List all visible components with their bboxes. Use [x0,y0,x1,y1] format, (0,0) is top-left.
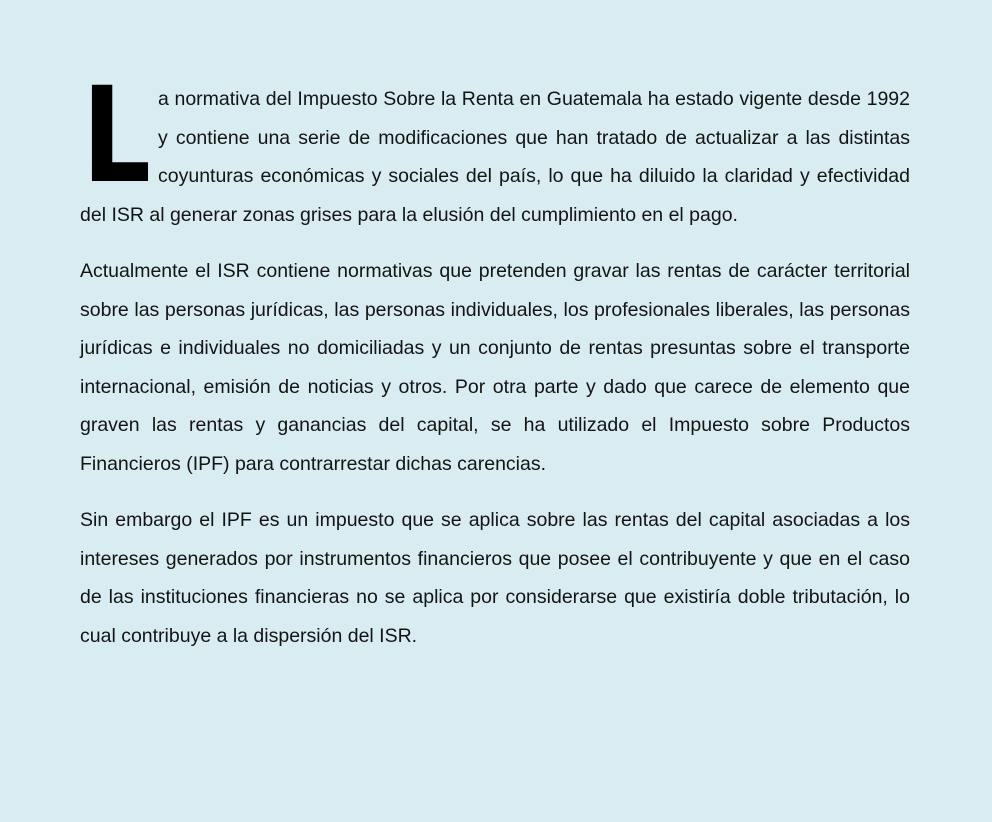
paragraph-3: Sin embargo el IPF es un impuesto que se aplica sobre las rentas del capital asociadas a los intereses generados por instrumentos financieros que posee el contribuyente y que en el caso de las instituciones financieras no se aplica por considerarse que existiría doble tributación, lo cual contribuye a la dispersión del ISR. [80,509,910,647]
paragraph-1 [80,59,910,234]
paragraph-2: Actualmente el ISR contiene normativas que pretenden gravar las rentas de carácter territorial sobre las personas jurídicas, las personas individuales, los profesionales liberales, las personas jurídicas e individuales no domiciliadas y un conjunto de rentas presuntas sobre el transporte internacional, emisión de noticias y otros. Por otra parte y dado que carece de elemento que graven las rentas y ganancias del capital, se ha utilizado el Impuesto sobre Productos Financieros (IPF) para contrarrestar dichas carencias. [80,260,910,475]
paragraph-1-text: a normativa del Impuesto Sobre la Renta en Guatemala ha estado vigente desde 1992 y contiene una serie de modificaciones que han tratado de actualizar a las distintas coyunturas económicas y sociales del país, lo que ha diluido la claridad y efectividad del ISR al generar zonas grises para la elusión del cumplimiento en el pago. [80,88,910,226]
drop-cap: L [82,59,151,213]
article-body [80,59,910,673]
